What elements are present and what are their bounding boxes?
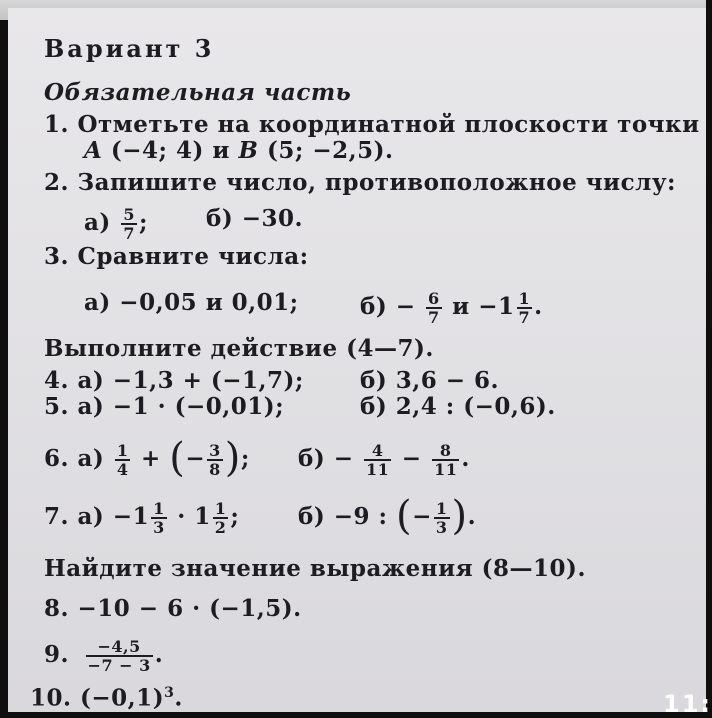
task-3-a: а) −0,05 и 0,01; xyxy=(84,289,299,316)
fraction: $\frac{6}{7}$ xyxy=(428,289,440,327)
task-7-b: б) −9 : (− $\frac{1}{3}$ ). xyxy=(298,493,477,539)
task-3-line-1: 3. Сравните числа: xyxy=(44,243,309,270)
fraction: $\frac{3}{8}$ xyxy=(209,441,221,479)
section-title: Обязательная часть xyxy=(44,79,352,106)
textbook-page xyxy=(8,8,712,718)
task-5-a: 5. а) −1 · (−0,01); xyxy=(44,393,285,420)
fraction: $\frac{-4,5}{-7 - 3}$ xyxy=(87,637,151,675)
task-7-a: 7. а) −1 $\frac{1}{3}$ · 1 $\frac{1}{2}$ ; xyxy=(44,499,240,537)
fraction: $\frac{1}{3}$ xyxy=(153,499,165,537)
task-4-a: 4. а) −1,3 + (−1,7); xyxy=(44,367,304,394)
instruction-8-10: Найдите значение выражения (8—10). xyxy=(44,555,586,582)
task-1-line-1: 1. Отметьте на координатной плоскости точки xyxy=(44,111,700,138)
fraction: $\frac{8}{11}$ xyxy=(434,441,458,479)
task-3-b: б) − $\frac{6}{7}$ и −1 $\frac{1}{7}$ . xyxy=(360,289,543,327)
fraction: $\frac{1}{4}$ xyxy=(116,441,129,479)
task-9: 9. $\frac{-4,5}{-7 - 3}$ . xyxy=(44,637,164,675)
task-6-b: б) − $\frac{4}{11}$ − $\frac{8}{11}$ . xyxy=(298,441,470,479)
task-5-b: б) 2,4 : (−0,6). xyxy=(360,393,556,420)
task-8: 8. −10 − 6 · (−1,5). xyxy=(44,595,302,622)
instruction-4-7: Выполните действие (4—7). xyxy=(44,335,434,362)
task-1-line-2: A (−4; 4) и B (5; −2,5). xyxy=(84,137,394,164)
fraction: $\frac{1}{3}$ xyxy=(435,499,448,537)
fraction: $\frac{1}{7}$ xyxy=(518,289,531,327)
task-2-line-1: 2. Запишите число, противоположное числу: xyxy=(44,169,677,196)
task-10: 10. $(-0,1)^3$. xyxy=(30,684,183,712)
task-2-b: б) −30. xyxy=(206,205,304,232)
task-6-a: 6. а) $\frac{1}{4}$ + (− $\frac{3}{8}$ ); xyxy=(44,435,250,481)
status-clock: 11: xyxy=(663,690,712,718)
fraction: $\frac{5}{7}$ xyxy=(123,205,135,243)
fraction: $\frac{4}{11}$ xyxy=(366,441,390,479)
fraction: $\frac{1}{2}$ xyxy=(214,499,227,537)
variant-title: Вариант 3 xyxy=(44,34,215,63)
task-4-b: б) 3,6 − 6. xyxy=(360,367,500,394)
task-2-a: а) $\frac{5}{7}$ ; xyxy=(84,205,148,243)
